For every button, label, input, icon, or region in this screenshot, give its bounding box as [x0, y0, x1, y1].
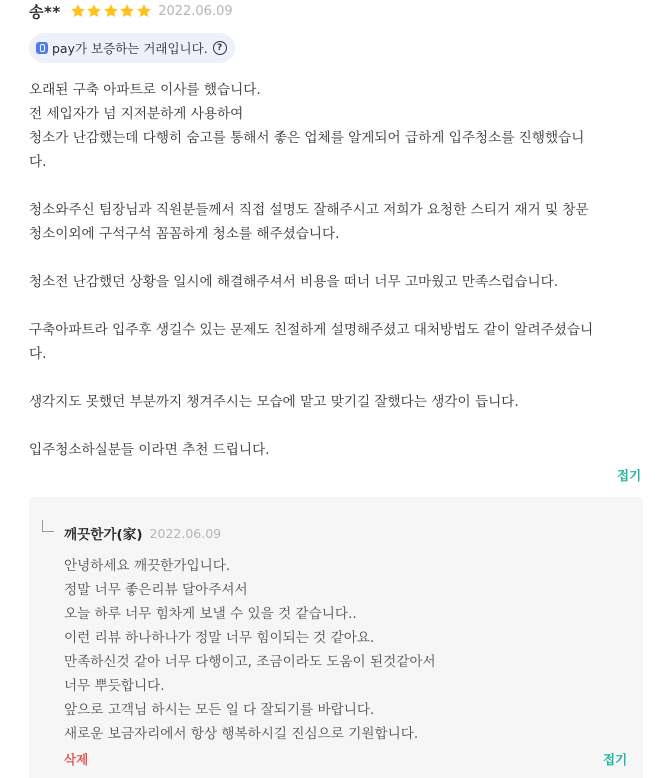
reply-delete-button[interactable]: 삭제 [64, 752, 89, 767]
reply-line: 이런 리뷰 하나하나가 정말 너무 힘이되는 것 같아요. [64, 630, 375, 646]
star-icon [103, 3, 119, 19]
review-line [29, 174, 649, 198]
star-rating [70, 3, 153, 19]
review-line: 청소이외에 구석구석 꼼꼼하게 청소를 해주셨습니다. [29, 226, 340, 242]
reply-header [64, 523, 221, 543]
review-line: 청소가 난감했는데 다행히 숨고를 통해서 좋은 업체를 알게되어 급하게 입주청소를 진행했습니 [29, 130, 585, 146]
review-collapse-button[interactable]: 접기 [617, 468, 642, 483]
reply-line: 정말 너무 좋은리뷰 달아주셔서 [64, 582, 248, 598]
review-header [29, 0, 233, 22]
review-line: 청소와주신 팀장님과 직원분들께서 직접 설명도 잘해주시고 저희가 요청한 스티거 재거 및 창문 [29, 202, 589, 218]
reply-arrow-icon [42, 520, 54, 532]
review-line: 다. [29, 346, 47, 362]
pay-guarantee-badge [29, 33, 235, 63]
reply-line: 새로운 보금자리에서 항상 행복하시길 진심으로 기원합니다. [64, 726, 419, 742]
pay-logo-icon [36, 42, 48, 54]
reply-line: 오늘 하루 너무 힘차게 보낼 수 있을 것 같습니다.. [64, 606, 357, 622]
pay-guarantee-text: pay가 보증하는 거래입니다. [52, 41, 208, 56]
reply-collapse-button[interactable]: 접기 [603, 752, 628, 767]
review-line [29, 414, 649, 438]
owner-reply [29, 497, 643, 778]
review-line: 입주청소하실분들 이라면 추천 드립니다. [29, 442, 270, 458]
reviewer-name: 송** [29, 2, 61, 21]
review-date: 2022.06.09 [158, 3, 233, 19]
reply-date: 2022.06.09 [149, 525, 222, 541]
review-line: 구축아파트라 입주후 생길수 있는 문제도 친절하게 설명해주셨고 대처방법도 같이 알려주셨습니 [29, 322, 594, 338]
review-line [29, 366, 649, 390]
star-icon [70, 3, 86, 19]
star-icon [136, 3, 152, 19]
review-line [29, 294, 649, 318]
star-icon [119, 3, 135, 19]
reply-line: 안녕하세요 깨끗한가입니다. [64, 558, 231, 574]
reply-line: 앞으로 고객님 하시는 모든 일 다 잘되기를 바랍니다. [64, 702, 375, 718]
review-line: 생각지도 못했던 부분까지 챙겨주시는 모습에 맡고 맞기길 잘했다는 생각이 듭니다. [29, 394, 519, 410]
review-line: 청소전 난감했던 상황을 일시에 해결해주셔서 비용을 떠너 너무 고마웠고 만족스럽습니다. [29, 274, 559, 290]
review-line: 다. [29, 154, 47, 170]
reply-text [64, 554, 634, 746]
review-line: 전 세입자가 넘 지저분하게 사용하여 [29, 106, 244, 122]
star-icon [86, 3, 102, 19]
reply-line: 만족하신것 같아 너무 다행이고, 조금이라도 도움이 된것같아서 [64, 654, 436, 670]
review-line [29, 246, 649, 270]
reply-author: 깨끗한가(家) [64, 527, 143, 543]
review-line: 오래된 구축 아파트로 이사를 했습니다. [29, 82, 261, 98]
review-text [29, 78, 649, 462]
question-circle-icon[interactable]: ? [213, 41, 227, 55]
reply-line: 너무 뿌듯합니다. [64, 678, 165, 694]
